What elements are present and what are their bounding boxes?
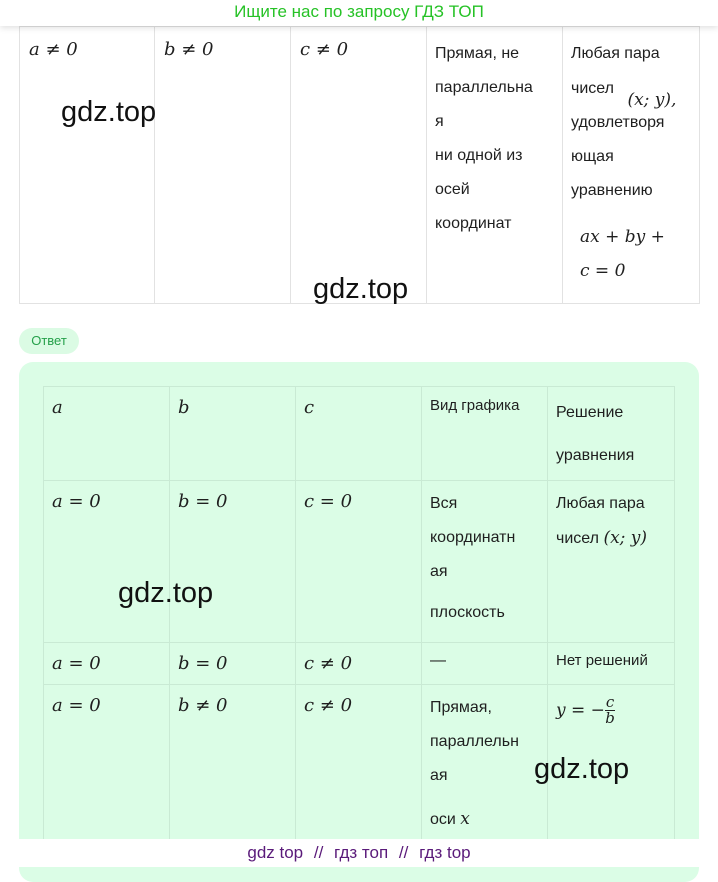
cell-a: a = 0 [44,481,170,643]
cell-graph: Прямая, не параллельна я ни одной из осей координат [427,27,563,304]
cell-graph: — [422,643,548,685]
cell-a: a = 0 [44,643,170,685]
footer-link[interactable]: gdz top [247,843,304,862]
cell-c: c ≠ 0 [296,643,422,685]
cell-b: b = 0 [170,481,296,643]
table-row [44,481,675,643]
cell-c: c ≠ 0 [296,685,422,855]
cell-a: a = 0 [44,685,170,855]
cell-solution: Нет решений [548,643,675,685]
header-a: a [44,387,170,481]
watermark: gdz.top [61,96,157,128]
cell-a: a ≠ 0 [20,27,155,304]
fraction: $\frac{c}{b}$ [605,693,615,727]
cell-solution: Любая пара чисел (x; y) [548,481,675,643]
footer-link[interactable]: гдз топ [334,843,389,862]
cell-c: c = 0 [296,481,422,643]
header-graph: Вид графика [422,387,548,481]
search-banner [0,0,718,26]
cell-c: c ≠ 0 [291,27,427,304]
footer-link[interactable]: гдз top [419,843,471,862]
header-solution: Решение уравнения [548,387,675,481]
watermark: gdz.top [534,753,630,785]
header-c: c [296,387,422,481]
search-banner-text: Ищите нас по запросу ГДЗ ТОП [234,2,484,21]
header-b: b [170,387,296,481]
footer-links [0,839,718,867]
cell-graph: Вся координатн ая плоскость [422,481,548,643]
watermark: gdz.top [118,577,214,609]
footer-separator: // [313,843,324,862]
cell-b: b ≠ 0 [155,27,291,304]
cell-b: b ≠ 0 [170,685,296,855]
cell-solution: y = − $\frac{c}{b}$ [548,685,675,855]
table-row [44,643,675,685]
table-row [20,27,700,304]
footer-separator: // [398,843,409,862]
cell-graph: Прямая, параллельн ая оси x [422,685,548,855]
table-header-row [44,387,675,481]
conditions-table-tail [19,26,700,304]
answer-badge[interactable]: Ответ [19,328,79,354]
cell-b: b = 0 [170,643,296,685]
cell-solution: Любая пара чисел (x; y), удовлетворя ющая уравнению ax + by + c = 0 [563,27,700,304]
watermark: gdz.top [313,273,409,305]
